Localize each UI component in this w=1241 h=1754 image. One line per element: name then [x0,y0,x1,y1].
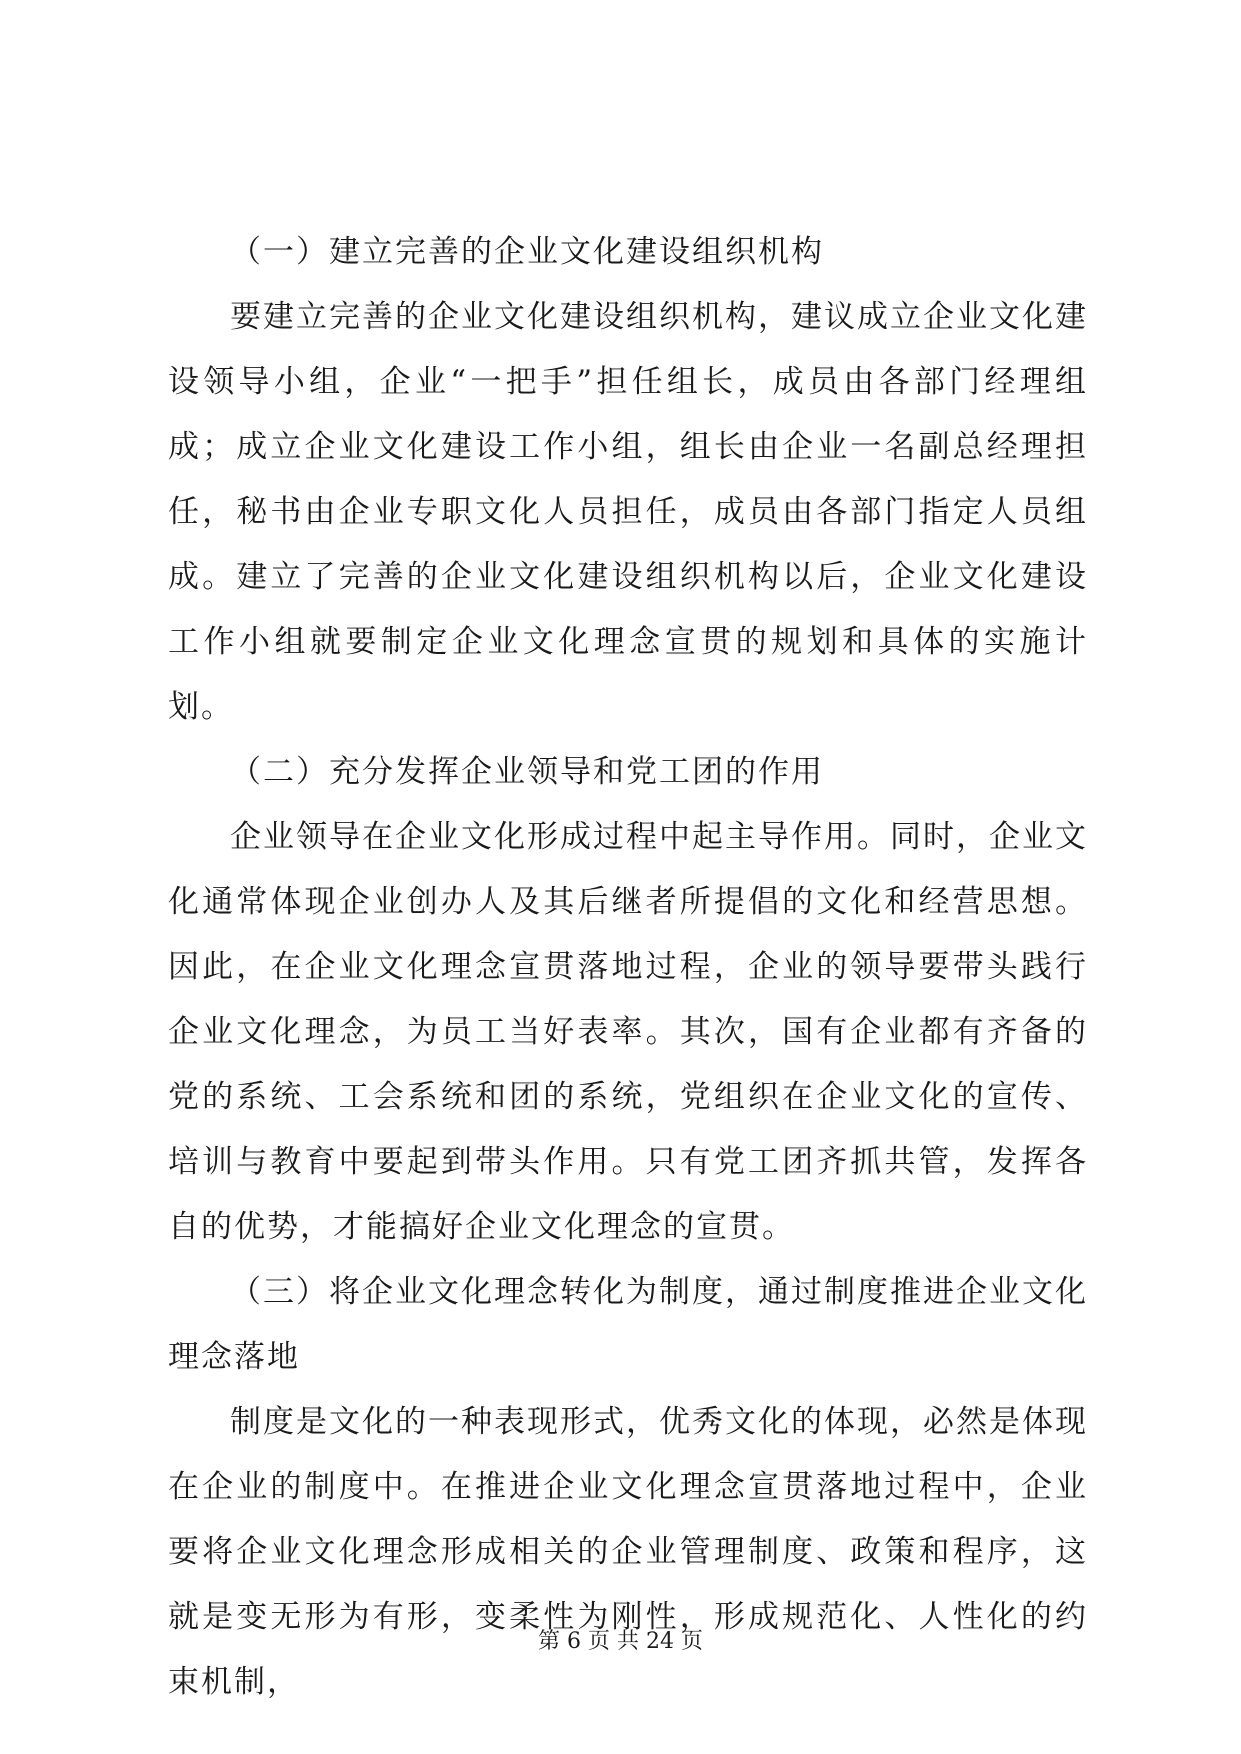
document-body [168,220,1088,1715]
section-heading-2: （二）充分发挥企业领导和党工团的作用 [230,754,824,790]
page-number-footer: 第 6 页 共 24 页 [538,1629,703,1654]
section-heading-3: （三）将企业文化理念转化为制度，通过制度推进企业文化理念落地 [168,1274,1088,1375]
body-paragraph-3: 制度是文化的一种表现形式，优秀文化的体现，必然是体现在企业的制度中。在推进企业文化理念宣贯落地过程中，企业要将企业文化理念形成相关的企业管理制度、政策和程序，这就是变无形为有形，变柔性为刚性，形成规范化、人性化的约束机制， [168,1404,1088,1700]
body-paragraph-2: 企业领导在企业文化形成过程中起主导作用。同时，企业文化通常体现企业创办人及其后继者所提倡的文化和经营思想。因此，在企业文化理念宣贯落地过程，企业的领导要带头践行企业文化理念，为员工当好表率。其次，国有企业都有齐备的党的系统、工会系统和团的系统，党组织在企业文化的宣传、培训与教育中要起到带头作用。只有党工团齐抓共管，发挥各自的优势，才能搞好企业文化理念的宣贯。 [168,819,1088,1245]
body-paragraph-1: 要建立完善的企业文化建设组织机构，建议成立企业文化建设领导小组，企业“一把手”担任组长，成员由各部门经理组成；成立企业文化建设工作小组，组长由企业一名副总经理担任，秘书由企业专职文化人员担任，成员由各部门指定人员组成。建立了完善的企业文化建设组织机构以后，企业文化建设工作小组就要制定企业文化理念宣贯的规划和具体的实施计划。 [168,299,1088,725]
section-heading-1: （一）建立完善的企业文化建设组织机构 [230,234,824,270]
